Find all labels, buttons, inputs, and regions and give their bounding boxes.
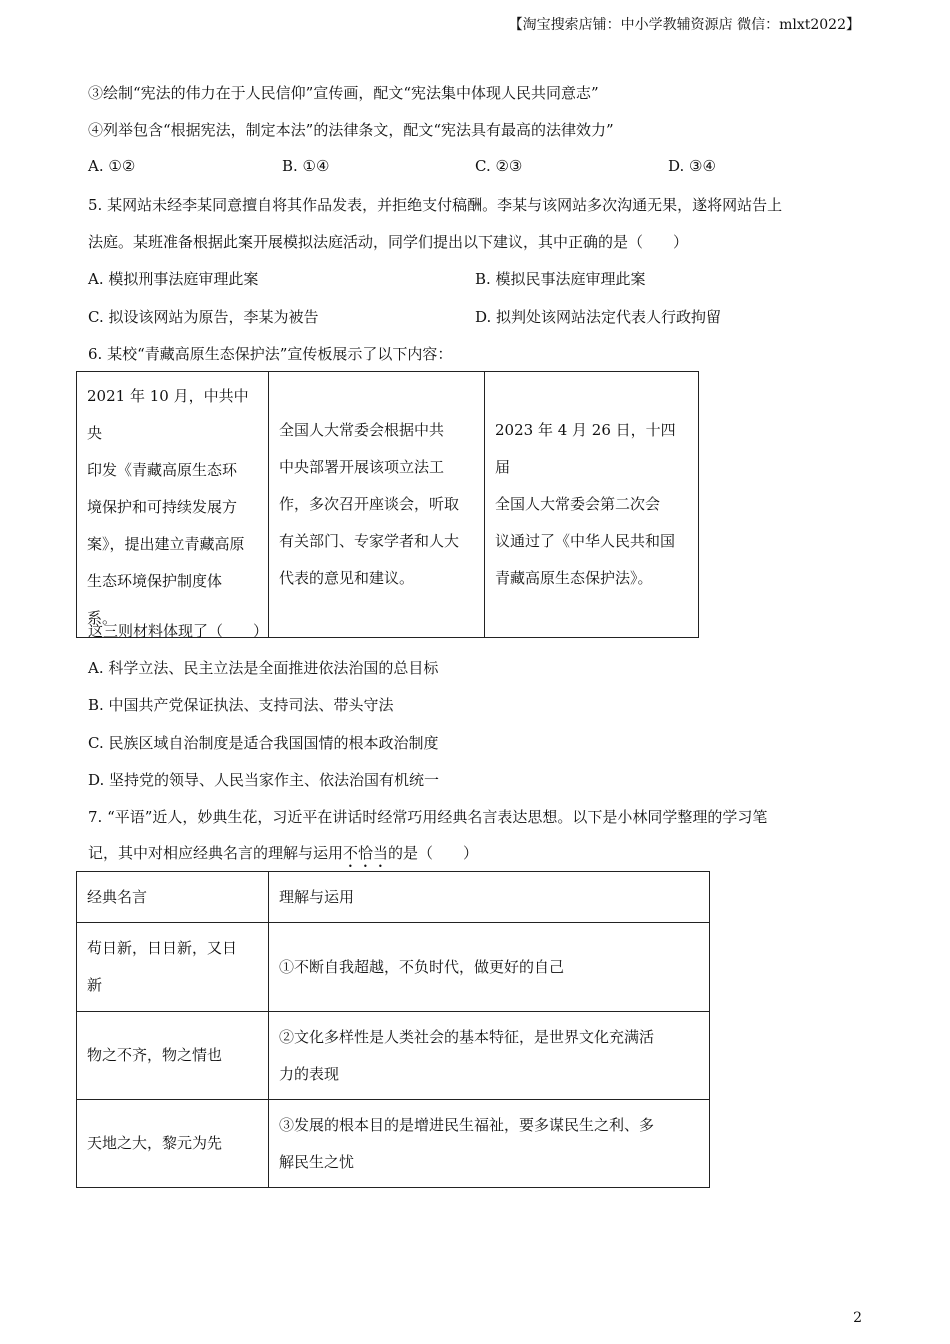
q7-row1-meaning [269,923,710,1012]
q6-option-b: B. 中国共产党保证执法、支持司法、带头守法 [88,696,394,714]
q7-stem-line2-pre: 记，其中对相应经典名言的理解与运用 [88,844,344,862]
q4-item-4: ④列举包含“根据宪法，制定本法”的法律条文，配文“宪法具有最高的法律效力” [88,121,614,139]
q6-board-cell-1-line: 2021 年 10 月，中共中央 [87,387,249,442]
q6-board-cell-1-line: 境保护和可持续发展方 [87,498,238,516]
q7-row3-quote-line: 天地之大，黎元为先 [87,1134,223,1152]
q7-row2-quote-line: 物之不齐，物之情也 [87,1046,223,1064]
table-row [77,1100,710,1188]
q5-option-a: A. 模拟刑事法庭审理此案 [88,270,259,288]
q6-board-cell-2-line: 中央部署开展该项立法工 [279,458,445,476]
q7-emphasis-not-appropriate: 不恰当 [343,844,389,862]
q6-board-cell-1 [77,372,269,638]
table-row [77,872,710,923]
q6-board-cell-3-line: 2023 年 4 月 26 日，十四届 [495,421,676,476]
q6-board-cell-3 [485,372,699,638]
q6-board-cell-1-line: 印发《青藏高原生态环 [87,461,238,479]
q5-option-d: D. 拟判处该网站法定代表人行政拘留 [475,308,722,326]
q6-board [76,371,699,638]
table-row [77,1012,710,1100]
q4-option-d: D. ③④ [668,157,716,175]
q6-question: 这三则材料体现了（ ） [88,622,269,640]
q7-row2-meaning [269,1012,710,1100]
q7-row1-quote-line: 新 [87,976,103,994]
q7-header-meaning: 理解与运用 [269,872,710,923]
q7-row2-meaning-line: ②文化多样性是人类社会的基本特征，是世界文化充满活 [279,1027,655,1046]
q7-row2-quote [77,1012,269,1100]
q6-board-cell-2-line: 全国人大常委会根据中共 [279,421,445,439]
q6-board-cell-3-line: 议通过了《中华人民共和国 [495,532,676,550]
q7-stem-line2 [88,842,478,871]
q6-stem: 6. 某校“青藏高原生态保护法”宣传板展示了以下内容： [88,345,453,363]
q6-board-cell-3-line: 青藏高原生态保护法》。 [495,569,653,587]
q7-row3-quote [77,1100,269,1188]
q4-option-a: A. ①② [88,157,136,175]
q5-option-c: C. 拟设该网站为原告，李某为被告 [88,308,319,326]
page-header-banner: 【淘宝搜索店铺：中小学教辅资源店 微信：mlxt2022】 [508,17,860,33]
q6-board-cell-1-line: 生态环境保护制度体 [87,572,223,590]
q6-board-cell-2-line: 作，多次召开座谈会，听取 [279,495,460,513]
table-row [77,923,710,1012]
q4-item-3: ③绘制“宪法的伟力在于人民信仰”宣传画，配文“宪法集中体现人民共同意志” [88,84,599,102]
q6-board-cell-2-line: 有关部门、专家学者和人大 [279,532,460,550]
q7-header-quote: 经典名言 [77,872,269,923]
q6-option-d: D. 坚持党的领导、人民当家作主、依法治国有机统一 [88,771,440,789]
q7-row1-quote-line: 苟日新，日日新，又日 [87,939,238,957]
q7-row3-meaning-line: ③发展的根本目的是增进民生福祉，要多谋民生之利、多 [279,1115,655,1134]
q7-row1-meaning-line: ①不断自我超越，不负时代，做更好的自己 [279,957,565,976]
q6-board-cell-1-line: 系。 [87,609,118,627]
q7-stem-line2-post: 的是（ ） [388,844,479,862]
q5-option-b: B. 模拟民事法庭审理此案 [475,270,646,288]
q6-board-cell-3-line: 全国人大常委会第二次会 [495,495,661,513]
q7-row1-quote [77,923,269,1012]
q7-row3-meaning-line: 解民生之忧 [279,1152,355,1171]
q4-option-b: B. ①④ [282,157,330,175]
q6-board-cell-2 [269,372,485,638]
q6-option-c: C. 民族区域自治制度是适合我国国情的根本政治制度 [88,734,439,752]
q7-stem-line1: 7. “平语”近人，妙典生花，习近平在讲话时经常巧用经典名言表达思想。以下是小林同学整理的学习笔 [88,808,768,826]
q7-table [76,871,710,1188]
q7-row3-meaning [269,1100,710,1188]
q5-stem-line1: 5. 某网站未经李某同意擅自将其作品发表，并拒绝支付稿酬。李某与该网站多次沟通无果，遂将网站告上 [88,196,783,214]
q6-board-cell-1-line: 案》，提出建立青藏高原 [87,535,245,553]
q4-option-c: C. ②③ [475,157,523,175]
page-number: 2 [853,1310,862,1326]
q5-stem-line2: 法庭。某班准备根据此案开展模拟法庭活动，同学们提出以下建议，其中正确的是（ ） [88,233,689,251]
q7-row2-meaning-line: 力的表现 [279,1064,340,1083]
q6-option-a: A. 科学立法、民主立法是全面推进依法治国的总目标 [88,659,439,677]
q6-board-cell-2-line: 代表的意见和建议。 [279,569,415,587]
